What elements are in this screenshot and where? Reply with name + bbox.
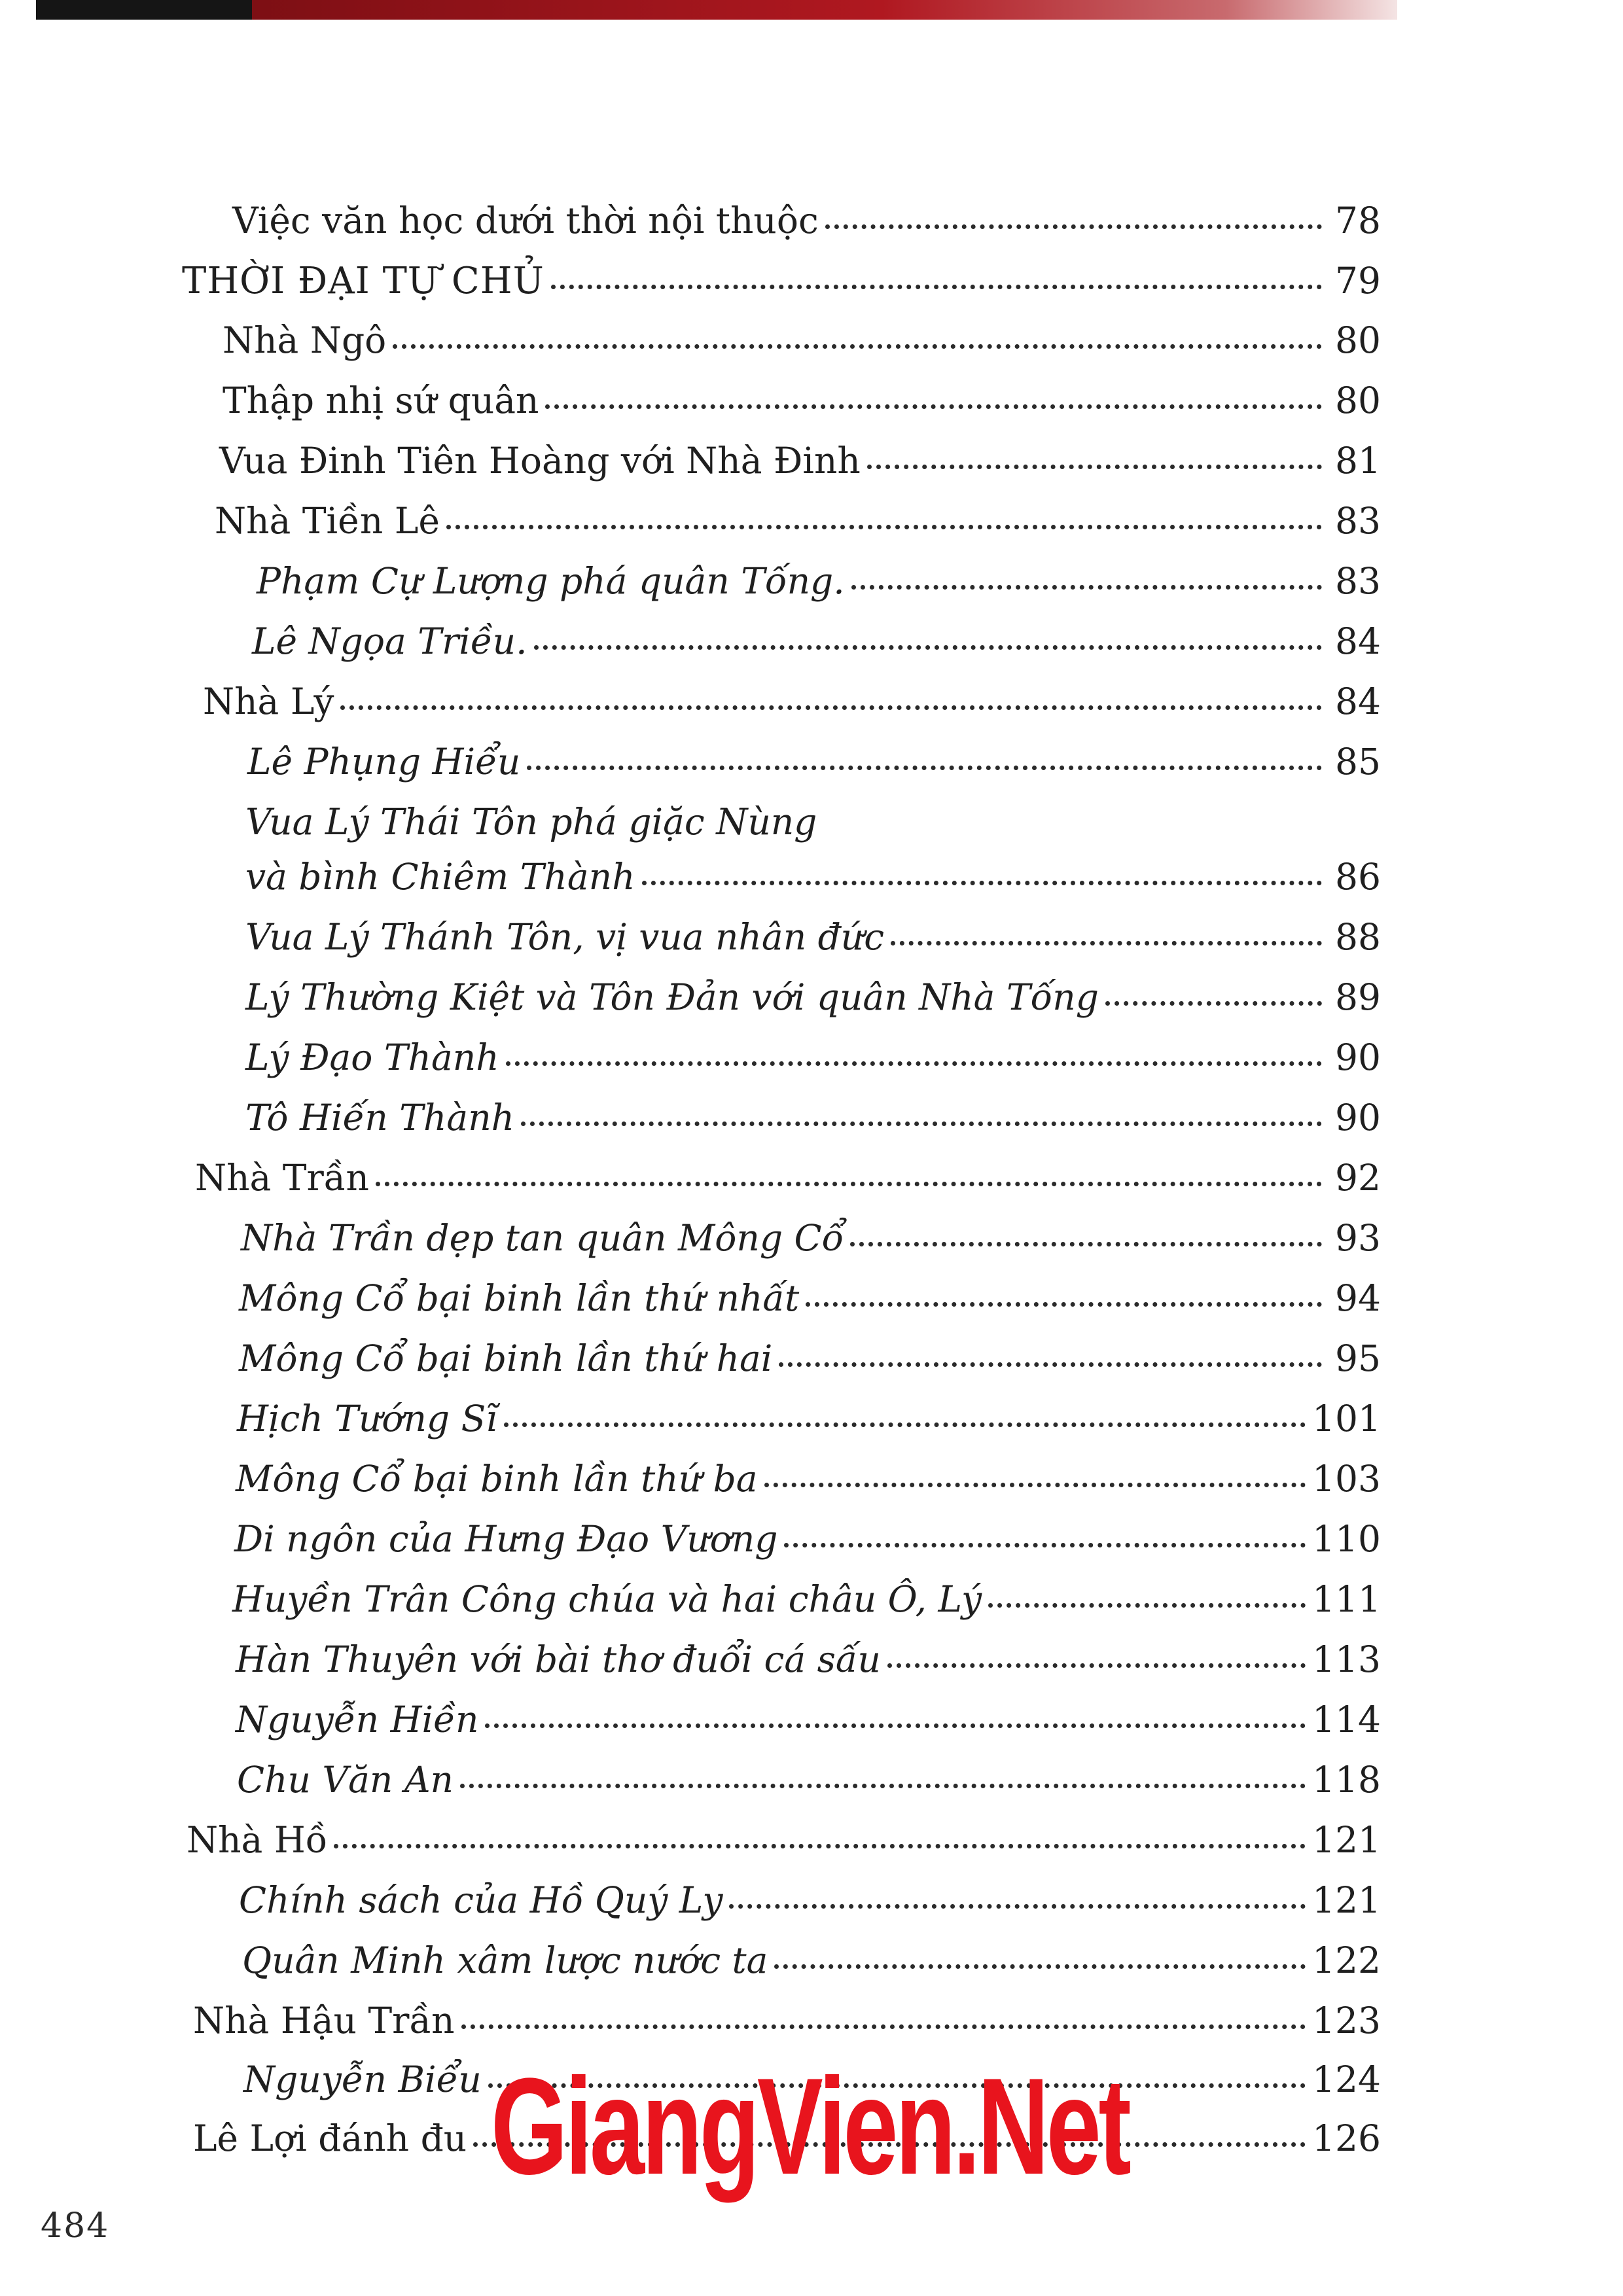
toc-entry-page: 79 <box>1335 260 1381 302</box>
dot-leader <box>521 1122 1322 1126</box>
toc-entry[interactable] <box>239 1337 1381 1390</box>
toc-entry-page: 122 <box>1312 1939 1381 1981</box>
toc-entry-page: 90 <box>1335 1036 1381 1078</box>
toc-entry[interactable] <box>215 500 1381 552</box>
toc-entry-page: 88 <box>1335 916 1381 958</box>
toc-entry-page: 92 <box>1335 1157 1381 1199</box>
toc-entry-page: 124 <box>1312 2058 1381 2100</box>
toc-entry-page: 83 <box>1335 500 1381 542</box>
toc-entry-page: 89 <box>1335 976 1381 1018</box>
dot-leader <box>850 1242 1322 1246</box>
dot-leader <box>774 1964 1306 1969</box>
toc-entry-title-line1: Vua Lý Thái Tôn phá giặc Nùng <box>245 801 817 843</box>
toc-entry-title: Hàn Thuyên với bài thơ đuổi cá sấu <box>236 1638 881 1680</box>
toc-entry-page: 126 <box>1312 2117 1381 2159</box>
toc-entry[interactable] <box>219 440 1381 492</box>
toc-entry[interactable] <box>245 976 1381 1029</box>
toc-entry[interactable] <box>203 680 1381 733</box>
toc-entry[interactable] <box>223 319 1381 372</box>
toc-entry[interactable] <box>247 741 1381 793</box>
dot-leader <box>527 766 1322 770</box>
toc-entry-page: 95 <box>1335 1337 1381 1379</box>
toc-entry[interactable] <box>236 1699 1381 1751</box>
toc-entry-page: 80 <box>1335 380 1381 421</box>
toc-entry-title: Nhà Hậu Trần <box>193 2000 455 2041</box>
dot-leader <box>506 1061 1322 1066</box>
dot-leader <box>988 1603 1306 1608</box>
toc-entry-page: 90 <box>1335 1097 1381 1139</box>
toc-entry-title: Thập nhị sứ quân <box>223 380 539 421</box>
toc-entry-page: 86 <box>1335 856 1381 898</box>
toc-entry-title-line2: và bình Chiêm Thành <box>245 856 635 898</box>
toc-entry-page: 103 <box>1312 1458 1381 1500</box>
toc-entry-page: 94 <box>1335 1277 1381 1319</box>
toc-entry-title: Di ngôn của Hưng Đạo Vương <box>234 1518 778 1560</box>
toc-entry[interactable] <box>245 1097 1381 1149</box>
toc-entry-page: 114 <box>1312 1699 1381 1740</box>
dot-leader <box>504 1422 1306 1427</box>
toc-section-title: THỜI ĐẠI TỰ CHỦ <box>182 260 544 302</box>
toc-entry-title: Mông Cổ bại binh lần thứ nhất <box>239 1277 800 1319</box>
toc-entry-title: Nguyễn Biểu <box>243 2058 482 2100</box>
dot-leader <box>851 585 1322 590</box>
dot-leader <box>460 1784 1306 1788</box>
dot-leader <box>779 1362 1322 1367</box>
toc-entry[interactable] <box>232 200 1381 252</box>
toc-entry[interactable] <box>193 2000 1381 2052</box>
toc-entry[interactable] <box>245 856 1381 908</box>
page-number: 484 <box>41 2206 110 2246</box>
toc-entry-page: 80 <box>1335 319 1381 361</box>
toc-entry[interactable] <box>245 916 1381 968</box>
toc-entry-title: Tô Hiến Thành <box>245 1097 515 1139</box>
toc-entry-page: 101 <box>1312 1398 1381 1439</box>
toc-entry[interactable] <box>245 1036 1381 1089</box>
dot-leader <box>485 1723 1306 1728</box>
toc-entry[interactable] <box>237 1759 1381 1811</box>
toc-entry-title: Nhà Tiền Lê <box>215 500 440 542</box>
toc-entry-title: Quân Minh xâm lược nước ta <box>242 1939 768 1981</box>
toc-entry[interactable] <box>234 1518 1381 1570</box>
toc-entry-title: Lê Ngọa Triều. <box>252 620 527 662</box>
dot-leader <box>729 1904 1306 1909</box>
toc-entry[interactable] <box>232 1578 1381 1631</box>
toc-entry[interactable] <box>239 1277 1381 1330</box>
toc-entry[interactable] <box>195 1157 1381 1209</box>
dot-leader <box>887 1663 1306 1668</box>
toc-entry-title: Nhà Trần <box>195 1157 369 1199</box>
toc-entry[interactable] <box>257 560 1381 612</box>
toc-entry-page: 121 <box>1312 1879 1381 1921</box>
toc-entry-page: 81 <box>1335 440 1381 482</box>
toc-entry-title: Lý Thường Kiệt và Tôn Đản với quân Nhà Tống <box>245 976 1099 1018</box>
toc-entry-title: Chính sách của Hồ Quý Ly <box>239 1879 723 1921</box>
dot-leader <box>806 1302 1322 1307</box>
toc-entry-title: Lý Đạo Thành <box>245 1036 499 1078</box>
dot-leader <box>764 1483 1306 1487</box>
toc-entry[interactable] <box>236 1458 1381 1510</box>
dot-leader <box>867 465 1322 469</box>
toc-entry-title: Vua Lý Thánh Tôn, vị vua nhân đức <box>245 916 885 958</box>
toc-entry-page: 84 <box>1335 680 1381 722</box>
dot-leader <box>891 941 1322 945</box>
toc-entry-title: Vua Đinh Tiên Hoàng với Nhà Đinh <box>219 440 861 482</box>
toc-entry[interactable] <box>242 1939 1381 1992</box>
toc-entry-title: Mông Cổ bại binh lần thứ ba <box>236 1458 758 1500</box>
watermark-logo: GiangVien.Net <box>491 2049 1129 2203</box>
dot-leader <box>446 525 1322 529</box>
toc-entry[interactable] <box>252 620 1381 673</box>
toc-entry-page: 121 <box>1312 1819 1381 1861</box>
dot-leader <box>545 404 1322 409</box>
toc-entry-page: 111 <box>1312 1578 1381 1620</box>
toc-entry[interactable] <box>182 260 1381 312</box>
toc-entry-title: Hịch Tướng Sĩ <box>237 1398 497 1439</box>
dot-leader <box>534 645 1322 650</box>
toc-entry-page: 113 <box>1312 1638 1381 1680</box>
toc-entry-page: 93 <box>1335 1217 1381 1259</box>
toc-entry-title: Nhà Trần dẹp tan quân Mông Cổ <box>241 1217 844 1259</box>
toc-entry[interactable] <box>187 1819 1381 1871</box>
toc-entry-title: Lê Lợi đánh đu <box>193 2117 467 2159</box>
toc-entry-page: 110 <box>1312 1518 1381 1560</box>
toc-entry-title: Việc văn học dưới thời nội thuộc <box>232 200 819 241</box>
toc-entry-title: Lê Phụng Hiểu <box>247 741 521 783</box>
toc-entry-title: Phạm Cự Lượng phá quân Tống. <box>257 560 845 602</box>
toc-entry-title: Nguyễn Hiền <box>236 1699 479 1740</box>
toc-entry-page: 85 <box>1335 741 1381 783</box>
toc-entry[interactable] <box>241 1217 1381 1269</box>
dot-leader <box>1105 1001 1322 1006</box>
toc-entry-page: 84 <box>1335 620 1381 662</box>
dot-leader <box>376 1182 1322 1186</box>
toc-entry-page: 78 <box>1335 200 1381 241</box>
toc-entry-title: Mông Cổ bại binh lần thứ hai <box>239 1337 773 1379</box>
toc-entry-title: Nhà Ngô <box>223 319 387 361</box>
dot-leader <box>642 881 1323 885</box>
toc-entry[interactable] <box>236 1638 1381 1691</box>
toc-entry[interactable] <box>223 380 1381 432</box>
toc-entry-title: Nhà Lý <box>203 680 334 722</box>
dot-leader <box>393 344 1322 349</box>
toc-entry-title: Nhà Hồ <box>187 1819 328 1861</box>
toc-entry-page: 118 <box>1312 1759 1381 1801</box>
toc-entry-page: 83 <box>1335 560 1381 602</box>
dot-leader <box>340 705 1322 710</box>
toc-entry[interactable] <box>239 1879 1381 1932</box>
dot-leader <box>461 2024 1306 2029</box>
toc-entry-title: Chu Văn An <box>237 1759 454 1801</box>
toc-entry-title: Huyền Trân Công chúa và hai châu Ô, Lý <box>232 1578 982 1620</box>
toc-entry[interactable] <box>237 1398 1381 1450</box>
dot-leader <box>551 285 1322 289</box>
dot-leader <box>784 1543 1306 1547</box>
toc-entry-page: 123 <box>1312 2000 1381 2041</box>
dot-leader <box>825 224 1322 229</box>
dot-leader <box>334 1844 1306 1848</box>
